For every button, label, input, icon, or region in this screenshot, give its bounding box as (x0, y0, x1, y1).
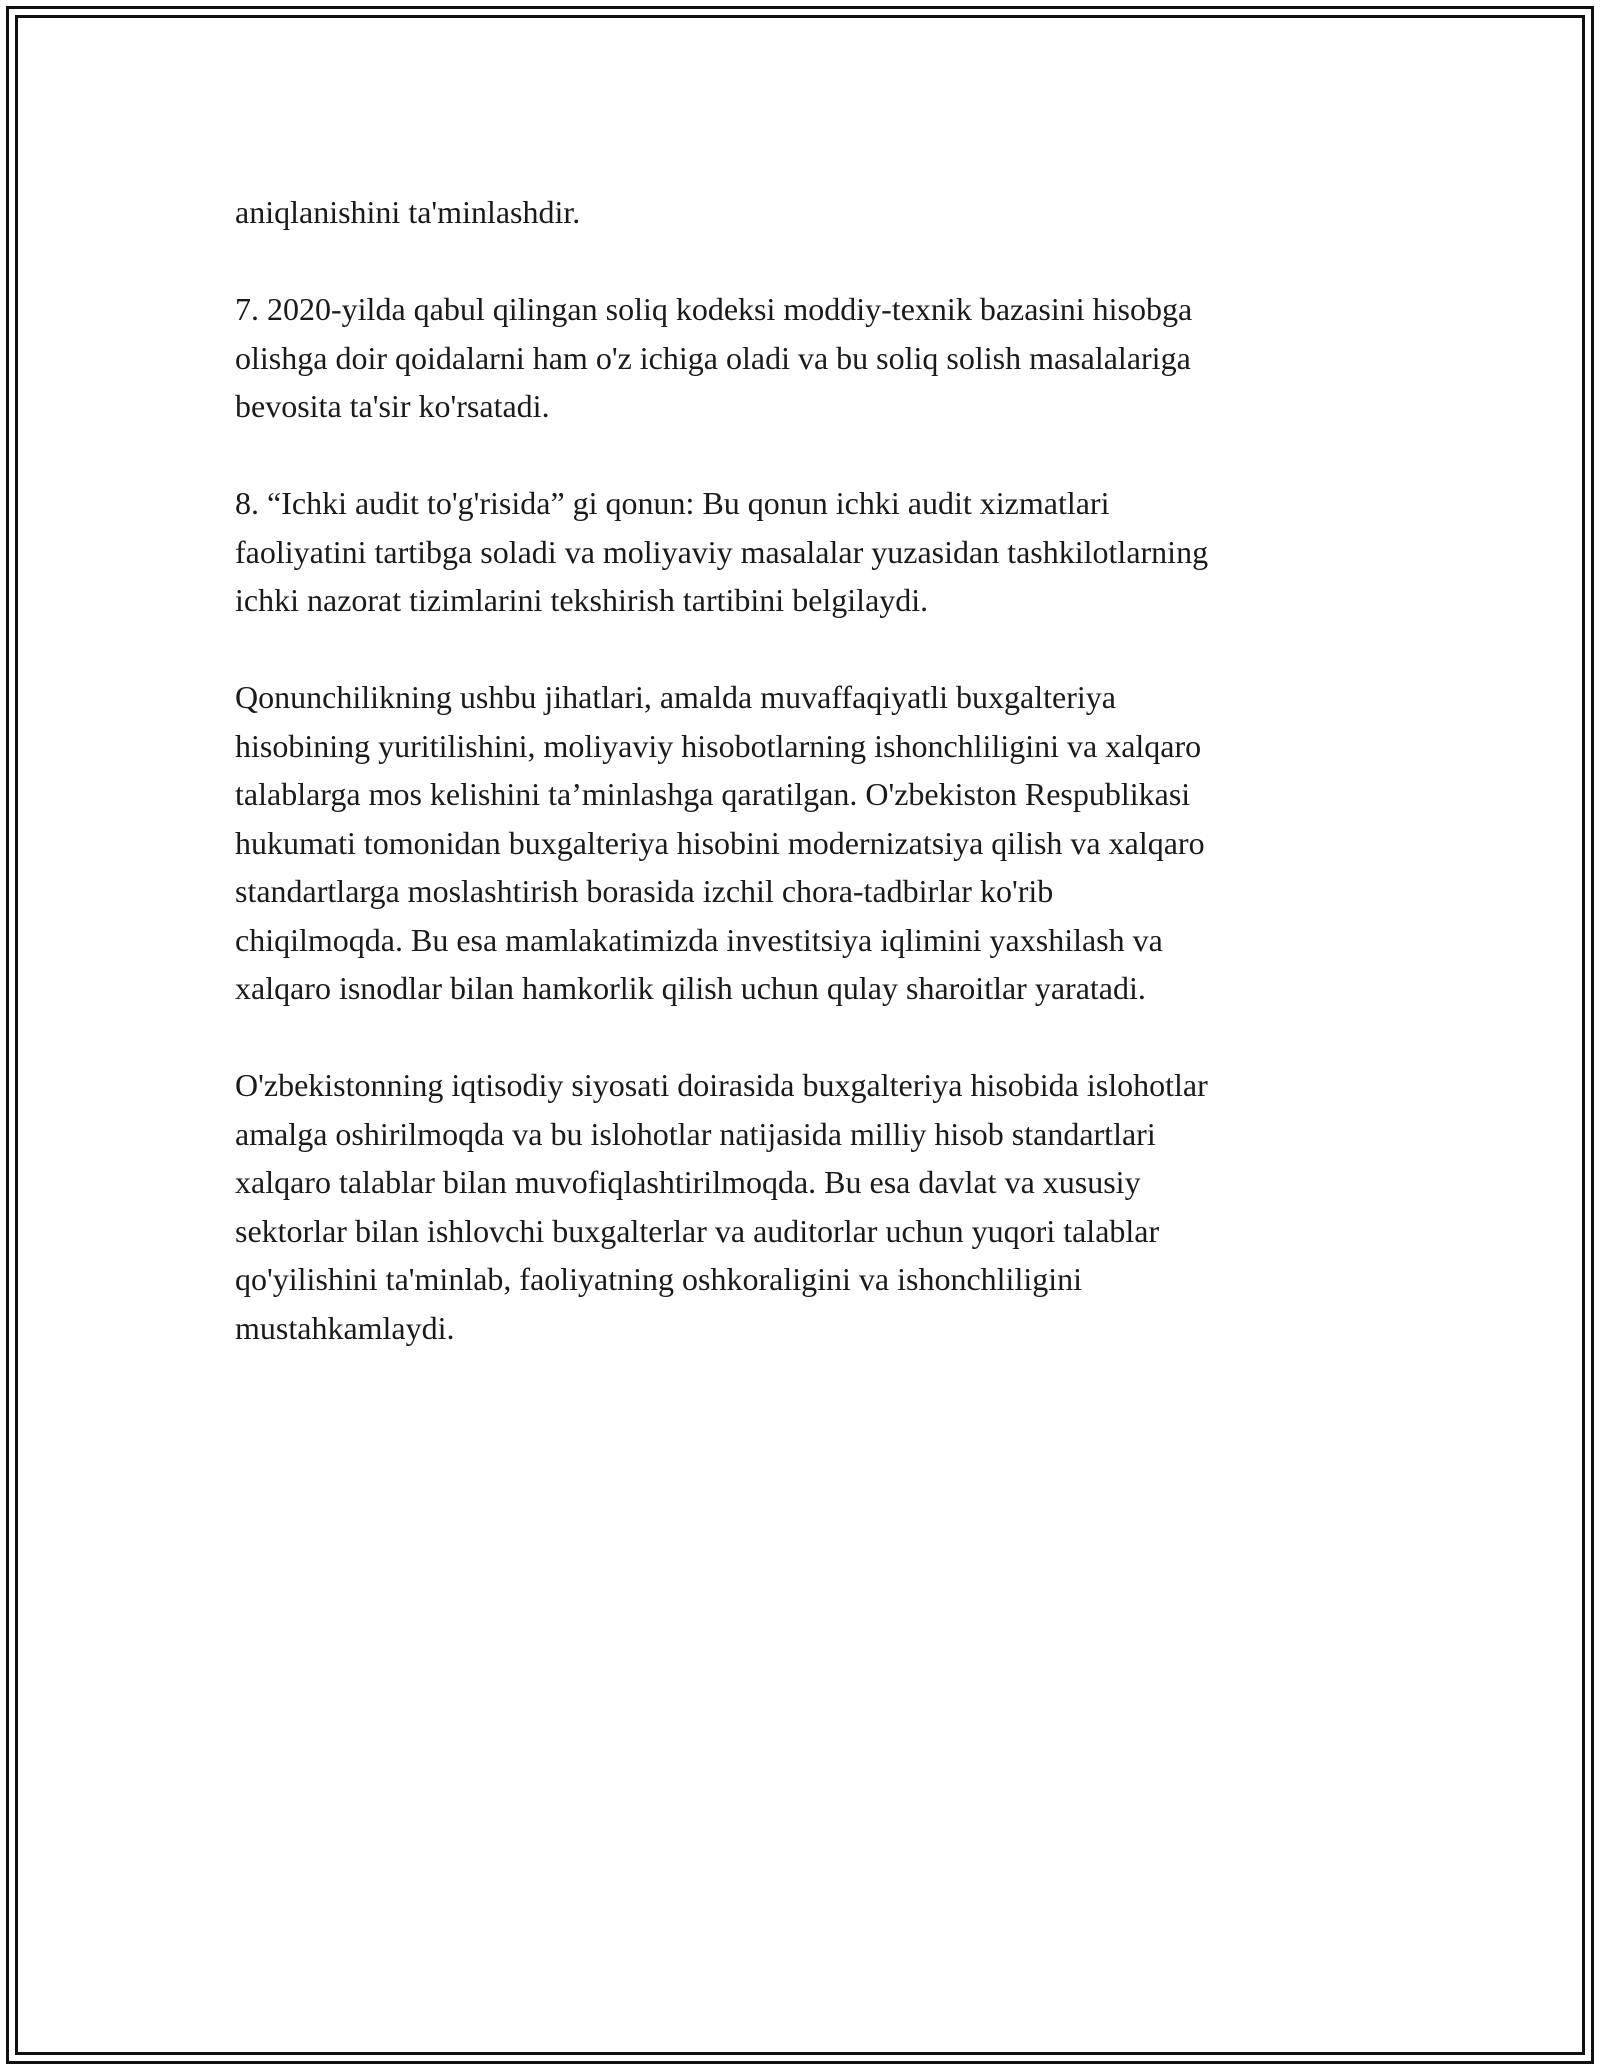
paragraph-item-7: 7. 2020-yilda qabul qilingan soliq kodeksi moddiy-texnik bazasini hisobga olishga doir qoidalarni ham o'z ichiga oladi va bu soliq solish masalalariga bevosita ta'sir ko'rsatadi. (235, 291, 1193, 424)
paragraph-continuation: aniqlanishini ta'minlashdir. (235, 194, 581, 230)
paragraph-legislation-summary: Qonunchilikning ushbu jihatlari, amalda muvaffaqiyatli buxgalteriya hisobining yuritilishini, moliyaviy hisobotlarning ishonchliligini va xalqaro talablarga mos kelishini ta’minlashga qaratilgan. O'zbekiston Respublikasi hukumati tomonidan buxgalteriya hisobini modernizatsiya qilish va xalqaro standartlarga moslashtirish borasida izchil chora-tadbirlar ko'rib chiqilmoqda. Bu esa mamlakatimizda investitsiya iqlimini yaxshilash va xalqaro isnodlar bilan hamkorlik qilish uchun qulay sharoitlar yaratadi. (235, 679, 1205, 1006)
paragraph-economic-policy: O'zbekistonning iqtisodiy siyosati doirasida buxgalteriya hisobida islohotlar amalga oshirilmoqda va bu islohotlar natijasida milliy hisob standartlari xalqaro talablar bilan muvofiqlashtirilmoqda. Bu esa davlat va xususiy sektorlar bilan ishlovchi buxgalterlar va auditorlar uchun yuqori talablar qo'yilishini ta'minlab, faoliyatning oshkoraligini va ishonchliligini mustahkamlaydi. (235, 1067, 1208, 1346)
document-body (235, 188, 1385, 1401)
paragraph-item-8: 8. “Ichki audit to'g'risida” gi qonun: Bu qonun ichki audit xizmatlari faoliyatini tartibga soladi va moliyaviy masalalar yuzasidan tashkilotlarning ichki nazorat tizimlarini tekshirish tartibini belgilaydi. (235, 485, 1209, 618)
